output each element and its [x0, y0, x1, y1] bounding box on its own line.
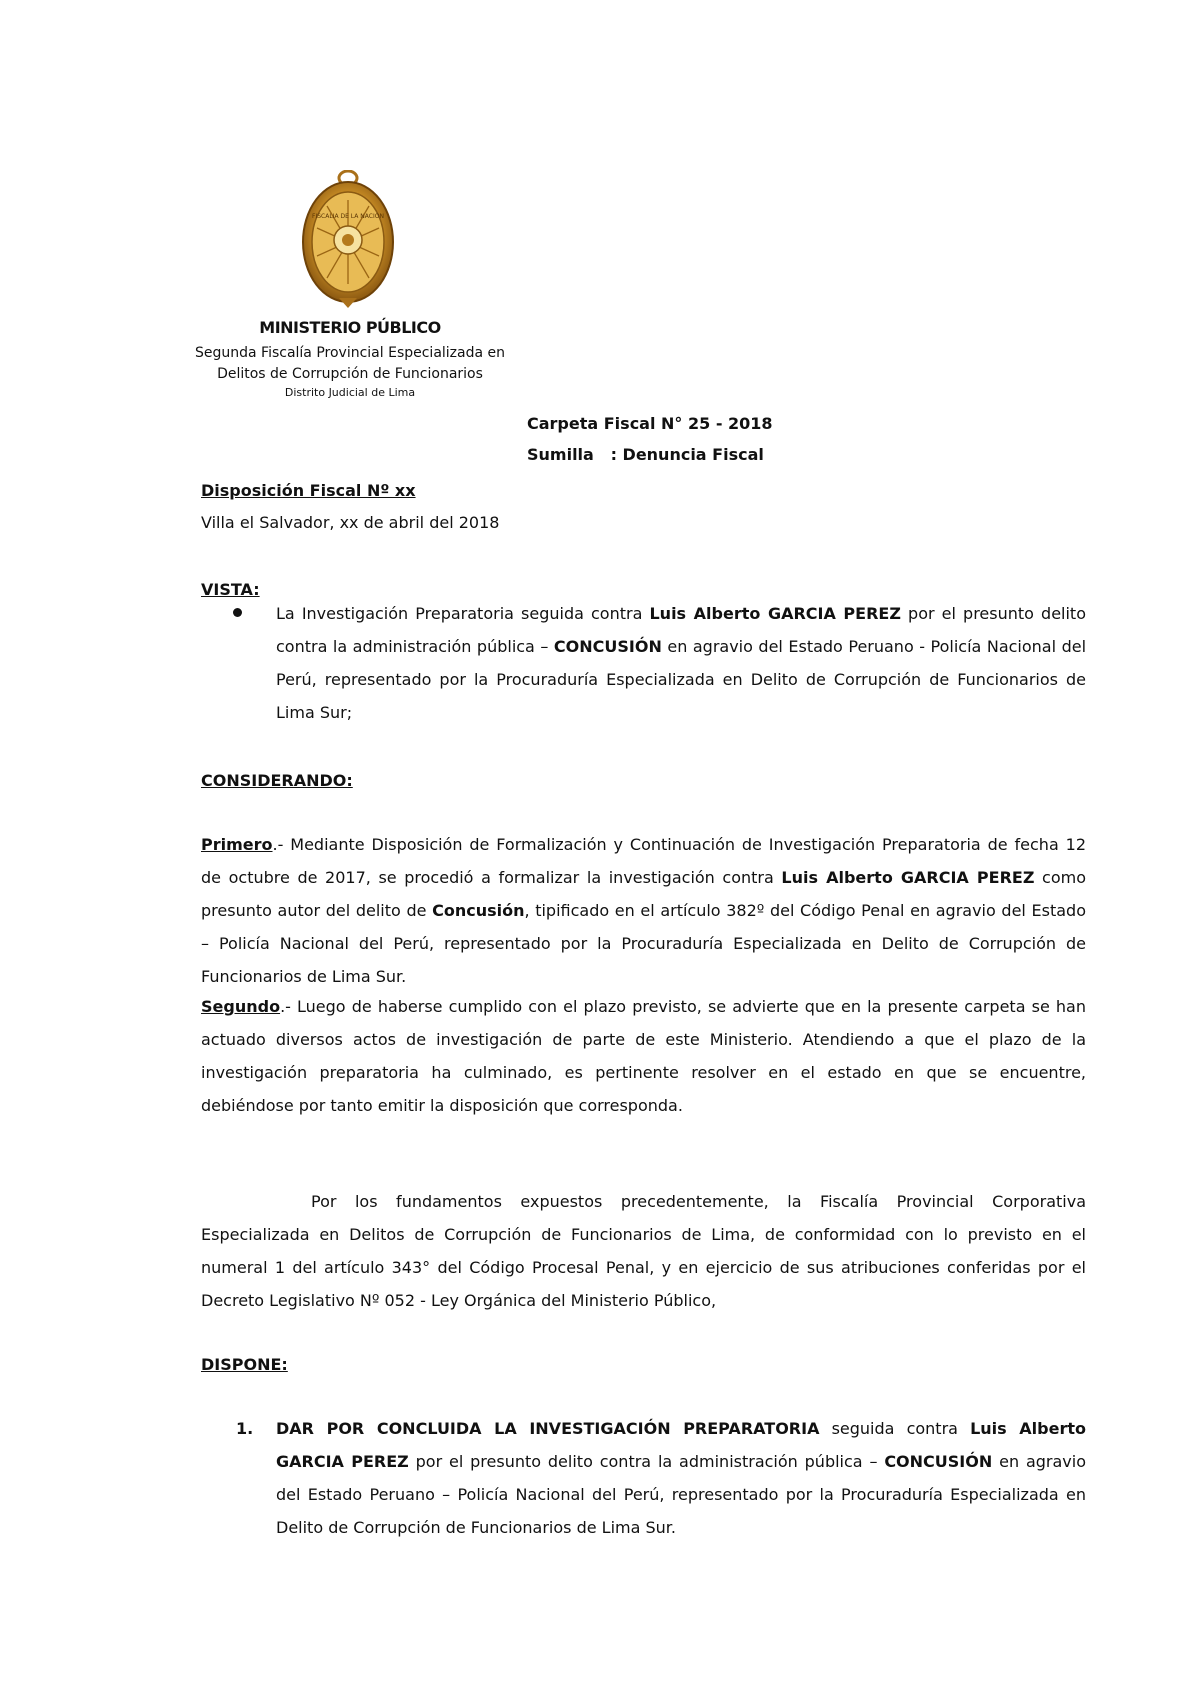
ministerio-publico-seal — [299, 170, 397, 310]
district-name: Distrito Judicial de Lima — [284, 386, 416, 399]
office-name — [180, 343, 520, 385]
defendant-name: Luis Alberto GARCIA PEREZ — [781, 868, 1035, 887]
vista-heading: VISTA: — [201, 580, 260, 599]
primero-text-1: .- Mediante Disposición de Formalización y Continuación de Investigación Preparatoria de fecha 12 de octubre de 2017, se procedió a formalizar la investigación contra — [201, 835, 1086, 887]
vista-text-3: en agravio del Estado Peruano - Policía Nacional del Perú, representado por la Procuraduría Especializada en Delito de Corrupción de Funcionarios de Lima Sur; — [276, 637, 1087, 722]
fundamentos-paragraph: Por los fundamentos expuestos precedentemente, la Fiscalía Provincial Corporativa Especializada en Delitos de Corrupción de Funcionarios de Lima, de conformidad con lo previsto en el numeral 1 del artículo 343° del Código Procesal Penal, y en ejercicio de sus atribuciones conferidas por el Decreto Legislativo Nº 052 - Ley Orgánica del Ministerio Público, — [201, 1192, 1086, 1310]
sumilla — [527, 445, 764, 464]
organization-name: MINISTERIO PÚBLICO — [259, 318, 441, 337]
segundo-paragraph — [201, 990, 1086, 1122]
sumilla-label: Sumilla — [527, 445, 594, 464]
item-lead: DAR POR CONCLUIDA LA INVESTIGACIÓN PREPARATORIA — [276, 1419, 820, 1438]
item-number: 1. — [236, 1419, 254, 1438]
item-text-1: seguida contra — [819, 1419, 971, 1438]
office-line-1: Segunda Fiscalía Provincial Especializada en — [194, 345, 506, 361]
carpeta-fiscal: Carpeta Fiscal N° 25 - 2018 — [527, 414, 773, 433]
vista-text-2: por el presunto delito contra la administración pública – — [276, 604, 1086, 656]
segundo-text: .- Luego de haberse cumplido con el plazo previsto, se advierte que en la presente carpeta se han actuado diversos actos de investigación de parte de este Ministerio. Atendiendo a que el plazo de la investigación preparatoria ha culminado, es pertinente resolver en el estado en que se encuentre, debiéndose por tanto emitir la disposición que corresponda. — [201, 997, 1086, 1115]
primero-text-3: , tipificado en el artículo 382º del Código Penal en agravio del Estado – Policía Nacional del Perú, representado por la Procuraduría Especializada en Delito de Corrupción de Funcionarios de Lima Sur. — [201, 901, 1086, 986]
defendant-name: Luis Alberto GARCIA PEREZ — [276, 1419, 1086, 1471]
place-date: Villa el Salvador, xx de abril del 2018 — [201, 513, 500, 532]
sumilla-value: : Denuncia Fiscal — [610, 445, 764, 464]
crime-name: CONCUSIÓN — [553, 637, 662, 656]
primero-paragraph — [201, 828, 1086, 993]
item-text-2: por el presunto delito contra la administración pública – — [408, 1452, 885, 1471]
primero-text-2: como presunto autor del delito de — [201, 868, 1086, 920]
disposicion-title: Disposición Fiscal Nº xx — [201, 481, 416, 500]
segundo-label: Segundo — [201, 997, 281, 1016]
dispone-heading: DISPONE: — [201, 1355, 288, 1374]
primero-label: Primero — [201, 835, 273, 854]
seal-text: FISCALIA DE LA NACION — [312, 213, 384, 220]
office-line-2: Delitos de Corrupción de Funcionarios — [217, 366, 483, 382]
considerando-heading: CONSIDERANDO: — [201, 771, 353, 790]
vista-text-1: La Investigación Preparatoria seguida contra — [276, 604, 650, 623]
crime-name: Concusión — [432, 901, 525, 920]
crime-name: CONCUSIÓN — [884, 1452, 993, 1471]
vista-paragraph — [276, 597, 1086, 729]
bullet-icon — [233, 608, 242, 617]
defendant-name: Luis Alberto GARCIA PEREZ — [649, 604, 901, 623]
dispone-item-1 — [276, 1412, 1086, 1544]
item-text-3: en agravio del Estado Peruano – Policía Nacional del Perú, representado por la Procuraduría Especializada en Delito de Corrupción de Funcionarios de Lima Sur. — [276, 1452, 1086, 1537]
